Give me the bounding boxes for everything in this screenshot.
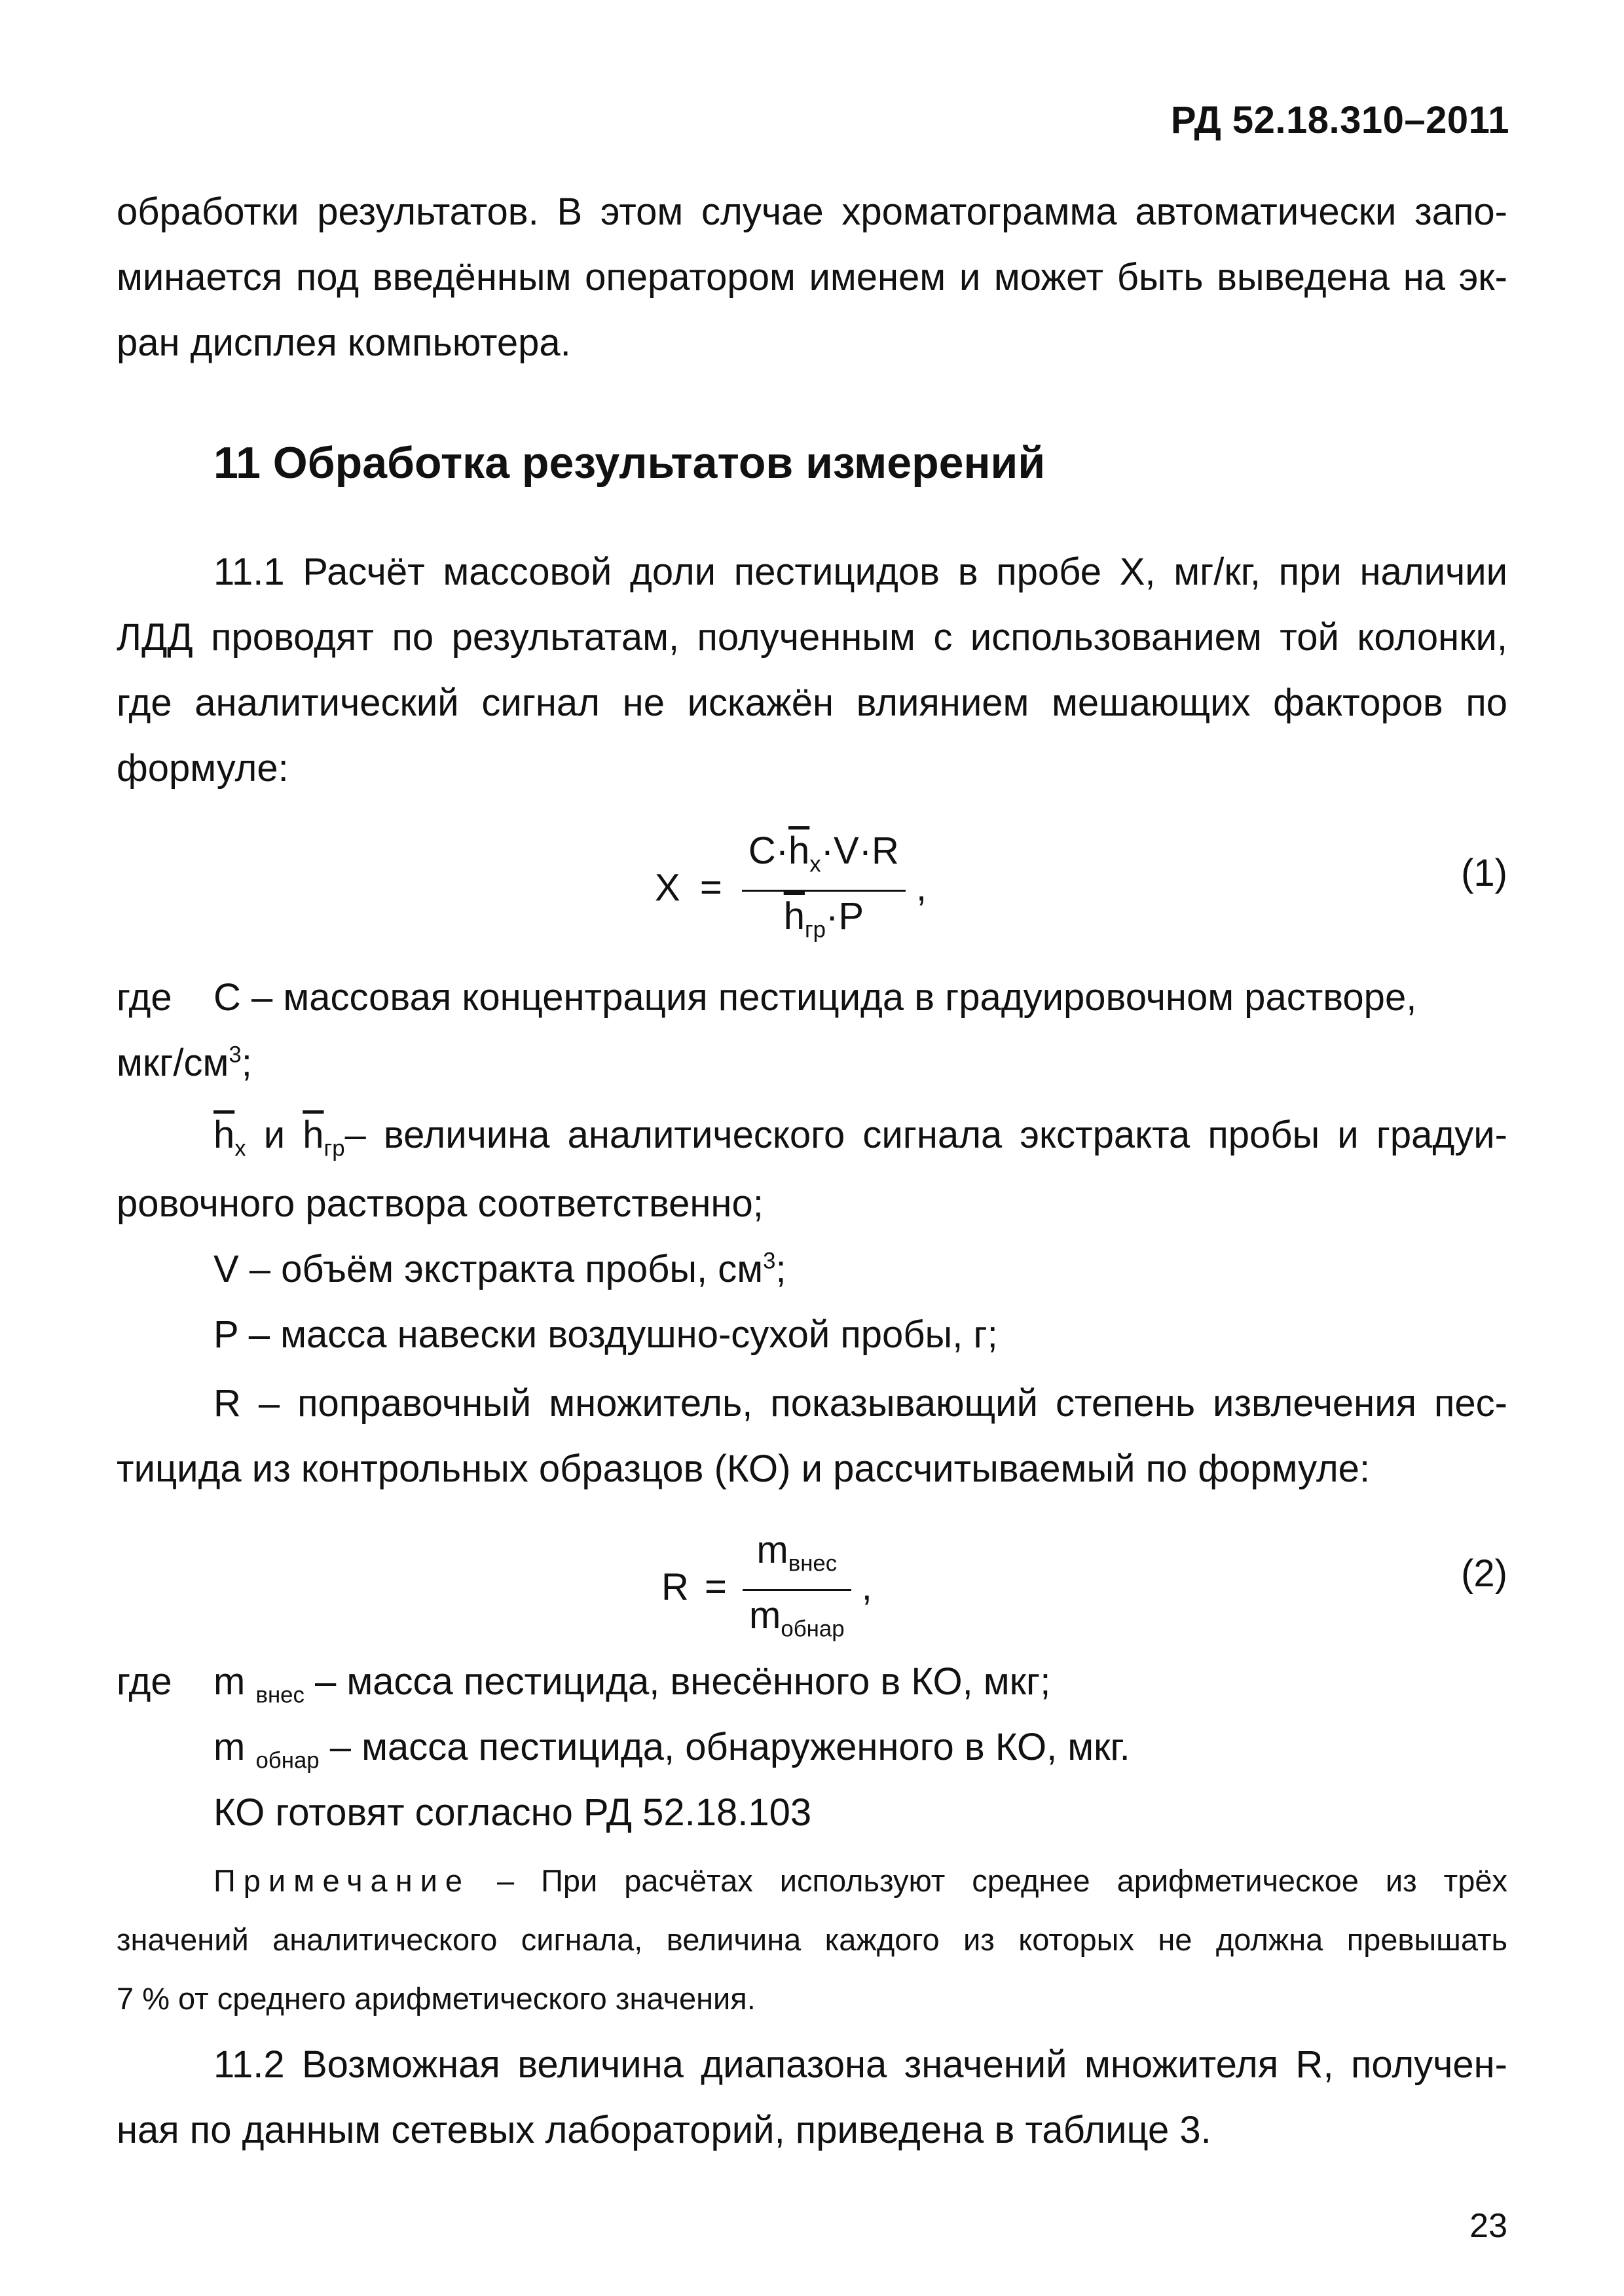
para-11-1-line-2: ЛДД проводят по результатам, полученным с использованием той колонки, (117, 616, 1507, 659)
formula-2-number: (2) (1461, 1552, 1507, 1595)
intro-line-1: обработки результатов. В этом случае хроматограмма автоматически запо- (117, 191, 1507, 233)
def-r-line-2: тицида из контрольных образцов (КО) и рассчитываемый по формуле: (117, 1448, 1371, 1490)
para-11-1-line-3: где аналитический сигнал не искажён влиянием мешающих факторов по (117, 682, 1507, 724)
def-c-line-2: мкг/$см^3$; (117, 1042, 252, 1084)
formula-2-fraction (743, 1525, 851, 1654)
def-c-line-1: C – массовая концентрация пестицида в градуировочном растворе, (213, 976, 1417, 1019)
formula-1-lhs: X (655, 866, 680, 909)
note-label: Примечание (213, 1863, 471, 1898)
formula-2-numerator: $m_{внес}$ (743, 1525, 851, 1591)
para-11-2-line-1: 11.2 Возможная величина диапазона значений множителя R, получен- (213, 2043, 1507, 2086)
defs-where-2: где (117, 1660, 172, 1703)
formula-2-comma: , (861, 1565, 872, 1609)
formula-1-denominator: $\overline{h}_{гр}\cdot P$ (783, 894, 864, 943)
note-line-2: значений аналитического сигнала, величина каждого из которых не должна превышать (117, 1922, 1507, 1957)
para-11-2-line-2: ная по данным сетевых лабораторий, приведена в таблице 3. (117, 2109, 1211, 2151)
note-line-3: 7 % от среднего арифметического значения. (117, 1981, 756, 2016)
para-11-1-line-4: формуле: (117, 747, 289, 790)
def-m-obnar: m $_{обнар}$ – масса пестицида, обнаруженного в КО, мкг. (213, 1726, 1130, 1774)
formula-1-number: (1) (1461, 852, 1507, 894)
ko-line: КО готовят согласно РД 52.18.103 (213, 1791, 812, 1834)
intro-line-3: ран дисплея компьютера. (117, 321, 571, 364)
formula-2-equals: = (705, 1565, 727, 1609)
page-number: 23 (1469, 2207, 1507, 2245)
def-p-line: P – масса навески воздушно-сухой пробы, г; (213, 1313, 998, 1356)
formula-1-equals: = (699, 866, 722, 909)
def-v-line: V – объём экстракта пробы, $см^3$; (213, 1248, 786, 1290)
formula-1-comma: , (916, 866, 927, 909)
formula-1 (655, 826, 927, 955)
note-line-1: Примечание – При расчётах используют среднее арифметическое из трёх (213, 1863, 1507, 1898)
def-m-vnes: m $_{внес}$ – масса пестицида, внесённого в КО, мкг; (213, 1660, 1051, 1708)
formula-2-lhs: R (661, 1565, 689, 1609)
document-number: РД 52.18.310–2011 (1170, 99, 1509, 141)
section-heading: 11 Обработка результатов измерений (213, 438, 1046, 488)
intro-line-2: минается под введённым оператором именем и может быть выведена на эк- (117, 256, 1507, 299)
def-r-line-1: R – поправочный множитель, показывающий степень извлечения пес- (213, 1382, 1507, 1425)
para-11-1-line-1: 11.1 Расчёт массовой доли пестицидов в пробе X, мг/кг, при наличии (213, 551, 1507, 593)
defs-where-1: где (117, 976, 172, 1019)
def-h-line-1: $\overline{h}_x$ и $\overline{h}_{гр}-$ величина аналитического сигнала экстракта пробы и градуи- (213, 1114, 1507, 1161)
def-h-line-2: ровочного раствора соответственно; (117, 1182, 764, 1225)
formula-2-denominator: $m_{обнар}$ (749, 1594, 845, 1642)
formula-2 (661, 1525, 872, 1654)
formula-1-fraction (742, 826, 906, 955)
formula-1-numerator: $C\cdot\overline{h}_x\cdot V\cdot R$ (742, 826, 906, 892)
